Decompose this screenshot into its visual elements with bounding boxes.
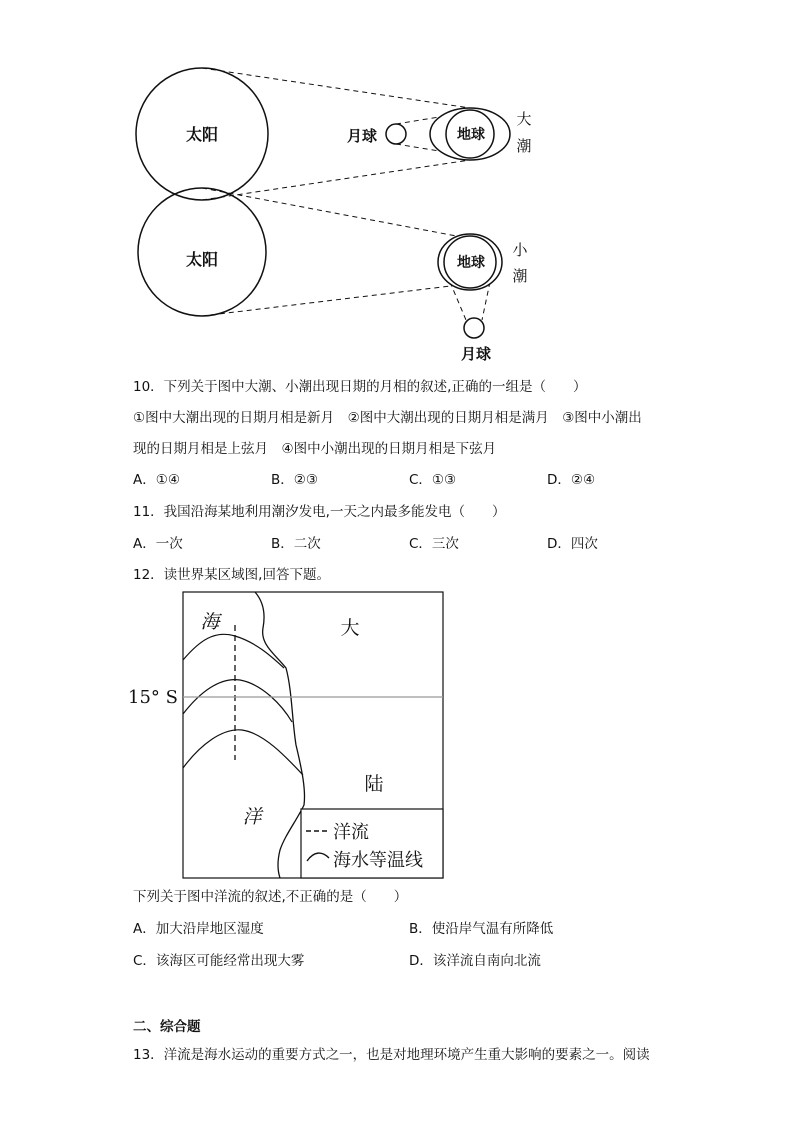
neap-tide-label-1: 小 — [512, 241, 528, 259]
neap-tide-label-2: 潮 — [512, 267, 528, 285]
q12-sub-stem: 下列关于图中洋流的叙述,不正确的是（ ） — [133, 889, 408, 905]
q10-statement-line2: 现的日期月相是上弦月 ④图中小潮出现的日期月相是下弦月 — [133, 441, 497, 457]
section-title: 二、综合题 — [133, 1019, 201, 1035]
q11-option-d[interactable]: D．四次 — [547, 536, 598, 552]
legend-isotherm-label: 海水等温线 — [333, 850, 423, 871]
latitude-label: 15° S — [128, 687, 178, 708]
land-label-bottom: 陆 — [364, 773, 384, 795]
sea-label-bottom: 洋 — [242, 806, 262, 828]
q13-stem: 13．洋流是海水运动的重要方式之一，也是对地理环境产生重大影响的要素之一。阅读 — [133, 1047, 650, 1063]
isotherm — [183, 634, 284, 668]
q12-option-c[interactable]: C．该海区可能经常出现大雾 — [133, 953, 305, 969]
q10-option-d[interactable]: D．②④ — [547, 472, 596, 488]
q10-option-b[interactable]: B．②③ — [271, 472, 318, 488]
earth-label: 地球 — [457, 255, 485, 271]
q10-option-a[interactable]: A．①④ — [133, 472, 180, 488]
q10-stem: 10．下列关于图中大潮、小潮出现日期的月相的叙述,正确的一组是（ ） — [133, 379, 587, 395]
isotherm — [183, 680, 292, 722]
q10-option-c[interactable]: C．①③ — [409, 472, 457, 488]
q11-option-b[interactable]: B．二次 — [271, 536, 321, 552]
q12-option-b[interactable]: B．使沿岸气温有所降低 — [409, 921, 554, 937]
sun-label: 太阳 — [185, 125, 219, 144]
legend-current-label: 洋流 — [333, 822, 369, 843]
sea-label-top: 海 — [200, 611, 220, 633]
spring-tide-label-1: 大 — [516, 110, 532, 128]
coastline — [255, 592, 305, 878]
land-label-top: 大 — [340, 617, 360, 639]
q12-option-d[interactable]: D．该洋流自南向北流 — [409, 953, 541, 969]
sun-label: 太阳 — [185, 250, 219, 269]
spring-tide-label-2: 潮 — [516, 137, 532, 155]
q11-option-a[interactable]: A．一次 — [133, 536, 183, 552]
isotherm — [183, 730, 303, 775]
q12-stem: 12．读世界某区域图,回答下题。 — [133, 567, 330, 583]
q11-stem: 11．我国沿海某地利用潮汐发电,一天之内最多能发电（ ） — [133, 504, 506, 520]
q11-option-c[interactable]: C．三次 — [409, 536, 459, 552]
moon-label: 月球 — [346, 127, 378, 145]
q12-option-a[interactable]: A．加大沿岸地区湿度 — [133, 921, 264, 937]
q10-statement-line1: ①图中大潮出现的日期月相是新月 ②图中大潮出现的日期月相是满月 ③图中小潮出 — [133, 410, 642, 426]
moon-label: 月球 — [460, 345, 492, 363]
earth-label: 地球 — [457, 127, 485, 143]
